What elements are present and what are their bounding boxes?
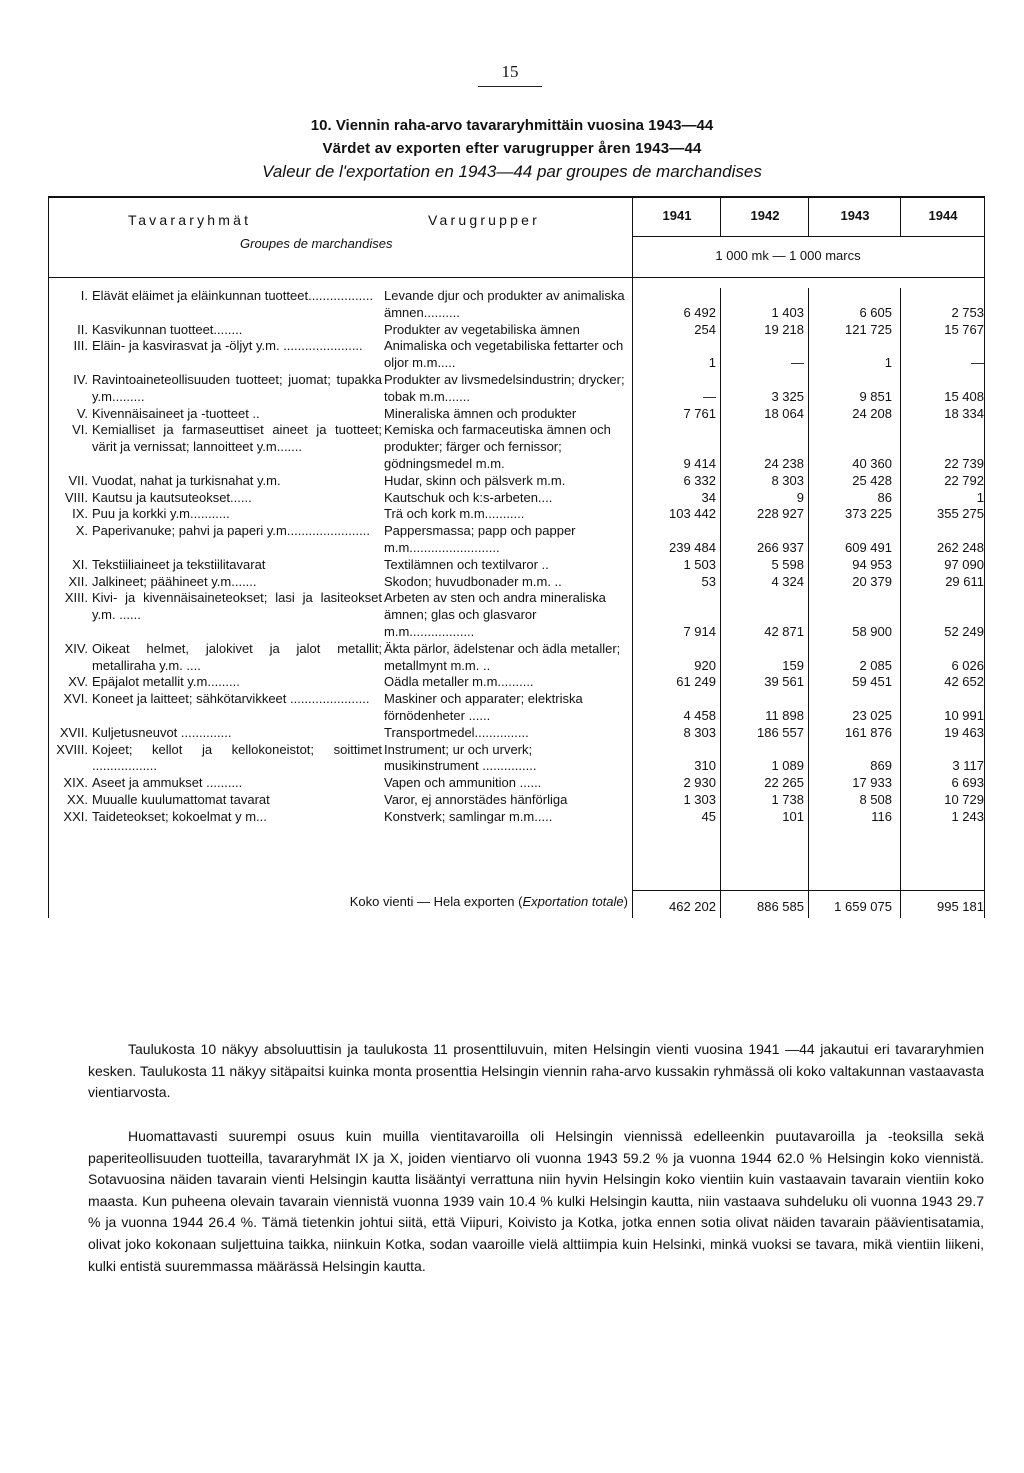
row-value-1942: 22 265 (764, 775, 804, 791)
row-value-1942: 3 325 (771, 388, 804, 404)
row-value-1942: 39 561 (764, 674, 804, 690)
row-number: II. (77, 321, 88, 337)
row-value-1943: 17 933 (852, 775, 892, 791)
total-label-french: Exportation totale (522, 894, 624, 909)
row-label-swedish: Transportmedel............... (384, 724, 529, 740)
total-1941: 462 202 (669, 899, 716, 914)
row-value-1942: 24 238 (764, 455, 804, 471)
row-number: XIV. (64, 640, 88, 656)
row-value-1944: 355 275 (937, 506, 984, 522)
row-value-1941: 6 332 (683, 472, 716, 488)
row-label-swedish: Varor, ej annorstädes hänförliga (384, 792, 568, 807)
table-row (48, 338, 988, 372)
row-label-finnish: Kojeet; kellot ja kellokoneistot; soittimet .................. (92, 741, 382, 774)
row-value-1942: 228 927 (757, 506, 804, 522)
row-label-finnish: Kasvikunnan tuotteet........ (92, 321, 243, 337)
row-value-1941: 6 492 (683, 304, 716, 320)
title-swedish: Värdet av exporten efter varugrupper åren 1943—44 (322, 140, 702, 157)
table-row (48, 742, 988, 776)
row-value-1944: 10 729 (944, 792, 984, 807)
row-value-1942: 9 (796, 489, 804, 505)
table-row (48, 691, 988, 725)
row-value-1944: 1 243 (951, 808, 984, 824)
table-row (48, 406, 988, 423)
row-number: XV. (68, 674, 88, 690)
row-number: IX. (72, 506, 88, 522)
row-label-swedish: Hudar, skinn och pälsverk m.m. (384, 472, 566, 488)
row-value-1943: 25 428 (852, 472, 892, 488)
row-value-1941: 8 303 (683, 724, 716, 740)
row-label-swedish: Kemiska och farmaceutiska ämnen och produkter; färger och fernissor; gödningsmedel m.m. (384, 422, 611, 471)
row-label-swedish: Arbeten av sten och andra mineraliska ämnen; glas och glasvaror m.m.................. (384, 590, 606, 639)
row-value-1944: 29 611 (945, 573, 984, 589)
table-row (48, 473, 988, 490)
year-1943: 1943 (840, 208, 870, 223)
row-number: X. (75, 523, 88, 539)
row-value-1944: 22 739 (944, 455, 984, 471)
row-value-1941: 1 (708, 355, 716, 371)
row-label-finnish: Ravintoaineteollisuuden tuotteet; juomat; tupakka y.m......... (92, 372, 382, 404)
row-number: IV. (73, 372, 88, 387)
row-label-swedish: Instrument; ur och urverk; musikinstrument ............... (384, 741, 537, 774)
row-value-1944: 1 (976, 489, 984, 505)
row-label-swedish: Vapen och ammunition ...... (384, 775, 542, 791)
row-label-swedish: Mineraliska ämnen och produkter (384, 405, 577, 421)
row-value-1944: 3 117 (952, 758, 984, 774)
row-number: V. (76, 405, 88, 421)
row-value-1943: 161 876 (845, 724, 892, 740)
row-label-finnish: Koneet ja laitteet; sähkötarvikkeet ...................... (92, 691, 370, 707)
table-row (48, 422, 988, 472)
row-value-1942: 1 403 (771, 304, 804, 320)
row-value-1943: 58 900 (852, 623, 892, 639)
title-finnish: 10. Viennin raha-arvo tavararyhmittäin vuosina 1943—44 (310, 117, 714, 134)
row-label-finnish: Kivi- ja kivennäisaineteokset; lasi ja lasiteokset y.m. ...... (92, 590, 382, 623)
row-number: XVII. (59, 724, 88, 740)
row-label-finnish: Kemialliset ja farmaseuttiset aineet ja tuotteet; värit ja vernissat; lannoitteet y.m....... (92, 422, 382, 455)
row-value-1941: 4 458 (683, 707, 716, 723)
row-value-1941: 34 (701, 489, 716, 505)
row-value-1943: 609 491 (845, 539, 892, 555)
row-label-swedish: Skodon; huvudbonader m.m. .. (384, 573, 562, 589)
row-value-1942: 1 738 (771, 792, 804, 807)
row-label-swedish: Trä och kork m.m........... (384, 506, 525, 522)
row-value-1941: 53 (701, 573, 716, 589)
row-value-1941: 920 (694, 657, 716, 673)
row-value-1944: 15 767 (944, 321, 984, 337)
year-1941: 1941 (662, 208, 692, 223)
row-value-1944: 42 652 (944, 674, 984, 690)
row-number: XVIII. (56, 741, 88, 757)
row-label-swedish: Levande djur och produkter av animaliska ämnen.......... (384, 288, 625, 320)
table-row (48, 641, 988, 675)
row-label-finnish: Aseet ja ammukset .......... (92, 775, 243, 791)
row-value-1941: 239 484 (669, 539, 716, 555)
row-value-1944: 52 249 (944, 623, 984, 639)
row-value-1944: 18 334 (944, 405, 984, 421)
total-row (48, 894, 988, 914)
row-number: XI. (72, 556, 88, 572)
row-value-1943: 40 360 (852, 455, 892, 471)
year-1944: 1944 (928, 208, 958, 223)
row-label-finnish: Oikeat helmet, jalokivet ja jalot metallit; metalliraha y.m. .... (92, 640, 382, 673)
total-label-close: ) (623, 894, 628, 909)
page-number-rule (478, 86, 542, 87)
header-bottom-rule (48, 277, 984, 278)
row-label-swedish: Äkta pärlor, ädelstenar och ädla metaller; metallmynt m.m. .. (384, 640, 621, 673)
col-rule-1942-hdr (720, 196, 721, 236)
total-1942: 886 585 (757, 899, 804, 914)
row-value-1944: — (971, 355, 984, 371)
row-value-1944: 97 090 (944, 556, 984, 572)
row-value-1941: 1 303 (683, 792, 716, 807)
row-value-1942: 8 303 (771, 472, 804, 488)
row-label-finnish: Kautsu ja kautsuteokset...... (92, 489, 252, 505)
table-row (48, 674, 988, 691)
table-titles (40, 114, 984, 184)
row-number: VII. (68, 472, 88, 488)
row-value-1943: 20 379 (852, 573, 892, 589)
row-value-1941: 9 414 (683, 455, 716, 471)
table-row (48, 288, 988, 322)
row-value-1942: 159 (782, 657, 804, 673)
page-number: 15 (501, 62, 519, 81)
row-label-swedish: Animaliska och vegetabiliska fettarter och oljor m.m..... (384, 338, 624, 371)
row-number: I. (80, 288, 88, 303)
row-value-1942: 18 064 (764, 405, 804, 421)
row-label-finnish: Eläin- ja kasvirasvat ja -öljyt y.m. ...................... (92, 338, 363, 354)
row-label-swedish: Konstverk; samlingar m.m..... (384, 808, 553, 824)
total-label (48, 894, 628, 909)
row-value-1943: 94 953 (852, 556, 892, 572)
row-label-finnish: Elävät eläimet ja eläinkunnan tuotteet.................. (92, 288, 374, 303)
table-row (48, 506, 988, 523)
row-value-1943: 24 208 (852, 405, 892, 421)
total-1943: 1 659 075 (834, 899, 892, 914)
row-number: VIII. (64, 489, 88, 505)
row-value-1942: 19 218 (764, 321, 804, 337)
year-1942: 1942 (750, 208, 780, 223)
row-label-finnish: Taideteokset; kokoelmat y m... (92, 808, 267, 824)
table-row (48, 322, 988, 339)
total-label-main: Koko vienti — Hela exporten ( (349, 894, 523, 909)
row-value-1944: 22 792 (944, 472, 984, 488)
row-value-1944: 2 753 (951, 304, 984, 320)
row-number: III. (73, 338, 88, 354)
row-number: XIII. (64, 590, 88, 606)
row-value-1942: 1 089 (771, 758, 804, 774)
unit-label: 1 000 mk — 1 000 marcs (715, 248, 861, 263)
header-varugrupper: Varugrupper (428, 212, 540, 228)
row-label-swedish: Kautschuk och k:s-arbeten.... (384, 489, 553, 505)
row-label-finnish: Kivennäisaineet ja -tuotteet .. (92, 405, 260, 421)
row-value-1941: 61 249 (676, 674, 716, 690)
row-label-finnish: Tekstiiliaineet ja tekstiilitavarat (92, 556, 266, 572)
col-rule-1943-hdr (808, 196, 809, 236)
year-unit-rule (632, 236, 984, 237)
row-number: VI. (72, 422, 88, 438)
row-value-1944: 6 026 (951, 657, 984, 673)
table-row (48, 490, 988, 507)
row-value-1941: — (703, 388, 716, 404)
row-value-1943: 9 851 (859, 388, 892, 404)
row-value-1943: 373 225 (845, 506, 892, 522)
row-value-1944: 19 463 (944, 724, 984, 740)
row-number: XII. (68, 573, 88, 589)
paragraph-1: Taulukosta 10 näkyy absoluuttisin ja taulukosta 11 prosenttiluvuin, miten Helsingin vienti vuosina 1941 —44 jakautui eri tavararyhmien kesken. Taulukosta 11 näkyy sitäpaitsi kuinka monta prosenttia Helsingin viennin raha-arvo kussakin ryhmässä oli koko valtakunnan vastaavasta vientiarvosta. (88, 1041, 984, 1101)
row-label-swedish: Oädla metaller m.m.......... (384, 674, 534, 690)
header-groupes: Groupes de marchandises (240, 236, 393, 251)
table-top-rule (48, 196, 984, 198)
row-value-1942: 101 (782, 808, 804, 824)
row-value-1942: — (791, 355, 804, 371)
row-value-1944: 15 408 (944, 388, 984, 404)
row-label-finnish: Puu ja korkki y.m........... (92, 506, 230, 522)
total-1944: 995 181 (937, 899, 984, 914)
paragraph-2: Huomattavasti suurempi osuus kuin muilla vientitavaroilla oli Helsingin viennissä edelleenkin puutavaroilla ja -teoksilla sekä paperiteollisuuden tuotteilla, tavararyhmät IX ja X, joiden vientiarvo oli vuonna 1943 59.2 % ja vuonna 1944 62.0 % Helsingin koko viennistä. Sotavuosina näiden tavarain vienti Helsingin kautta lisääntyi verrattuna niin hyvin Helsingin koko vientiin kuin vastaavain tavarain vientiin koko maasta. Kun puheena olevain tavarain viennistä vuonna 1939 vain 10.4 % kulki Helsingin kautta, niin vastaava suhdeluku oli vuonna 1943 29.7 % ja vuonna 1944 26.4 %. Tämä tietenkin johtui siitä, että Viipuri, Koivisto ja Kotka, jotka ennen sotia olivat näiden tavarain päävientisatamia, olivat joko kokonaan suljettuina taikka, niinkuin Kotka, sodan vaaroille vielä alttiimpia kuin Helsinki, minkä vuoksi se tavara, mikä vientiin liikeni, kulki entistä suuremmassa määrässä Helsingin kautta. (88, 1128, 984, 1274)
row-label-finnish: Jalkineet; päähineet y.m....... (92, 573, 257, 589)
table-row (48, 574, 988, 591)
table-row (48, 809, 988, 826)
row-value-1943: 1 (884, 355, 892, 371)
row-value-1941: 103 442 (669, 506, 716, 522)
table-row (48, 792, 988, 809)
row-label-swedish: Produkter av vegetabiliska ämnen (384, 321, 580, 337)
export-table (48, 196, 988, 926)
row-value-1943: 121 725 (845, 321, 892, 337)
table-row (48, 523, 988, 557)
row-label-swedish: Pappersmassa; papp och papper m.m......................... (384, 523, 576, 555)
row-value-1942: 4 324 (771, 573, 804, 589)
row-label-swedish: Maskiner och apparater; elektriska förnödenheter ...... (384, 691, 583, 723)
row-value-1942: 11 898 (765, 707, 804, 723)
row-value-1943: 23 025 (852, 707, 892, 723)
row-label-finnish: Vuodat, nahat ja turkisnahat y.m. (92, 472, 281, 488)
title-french: Valeur de l'exportation en 1943—44 par groupes de marchandises (262, 162, 762, 181)
row-label-swedish: Textilämnen och textilvaror .. (384, 556, 549, 572)
row-label-finnish: Kuljetusneuvot .............. (92, 724, 232, 740)
row-value-1941: 1 503 (683, 556, 716, 572)
table-row (48, 775, 988, 792)
row-number: XXI. (63, 808, 88, 824)
table-row (48, 372, 988, 406)
row-value-1942: 5 598 (771, 556, 804, 572)
row-value-1941: 310 (694, 758, 716, 774)
row-value-1943: 59 451 (852, 674, 892, 690)
row-value-1942: 266 937 (757, 539, 804, 555)
row-value-1943: 86 (877, 489, 892, 505)
table-row (48, 725, 988, 742)
row-label-finnish: Paperivanuke; pahvi ja paperi y.m....................... (92, 523, 370, 539)
row-number: XX. (67, 792, 88, 807)
row-value-1941: 2 930 (683, 775, 716, 791)
row-value-1943: 6 605 (859, 304, 892, 320)
row-value-1943: 8 508 (859, 792, 892, 807)
row-label-swedish: Produkter av livsmedelsindustrin; drycker; tobak m.m....... (384, 372, 625, 404)
table-row (48, 590, 988, 640)
row-number: XVI. (63, 691, 88, 707)
row-value-1944: 6 693 (951, 775, 984, 791)
row-label-finnish: Epäjalot metallit y.m......... (92, 674, 240, 690)
row-label-finnish: Muualle kuulumattomat tavarat (92, 792, 270, 807)
row-value-1941: 7 761 (683, 405, 716, 421)
row-value-1943: 2 085 (859, 657, 892, 673)
row-number: XIX. (63, 775, 88, 791)
total-rule (632, 890, 984, 891)
row-value-1944: 10 991 (944, 707, 984, 723)
row-value-1941: 254 (694, 321, 716, 337)
row-value-1943: 869 (870, 758, 892, 774)
table-row (48, 557, 988, 574)
row-value-1941: 7 914 (683, 623, 716, 639)
row-value-1941: 45 (701, 808, 716, 824)
row-value-1944: 262 248 (937, 539, 984, 555)
row-value-1942: 186 557 (757, 724, 804, 740)
row-value-1942: 42 871 (764, 623, 804, 639)
row-value-1943: 116 (871, 808, 892, 824)
header-tavararyhmat: Tavararyhmät (128, 212, 252, 228)
